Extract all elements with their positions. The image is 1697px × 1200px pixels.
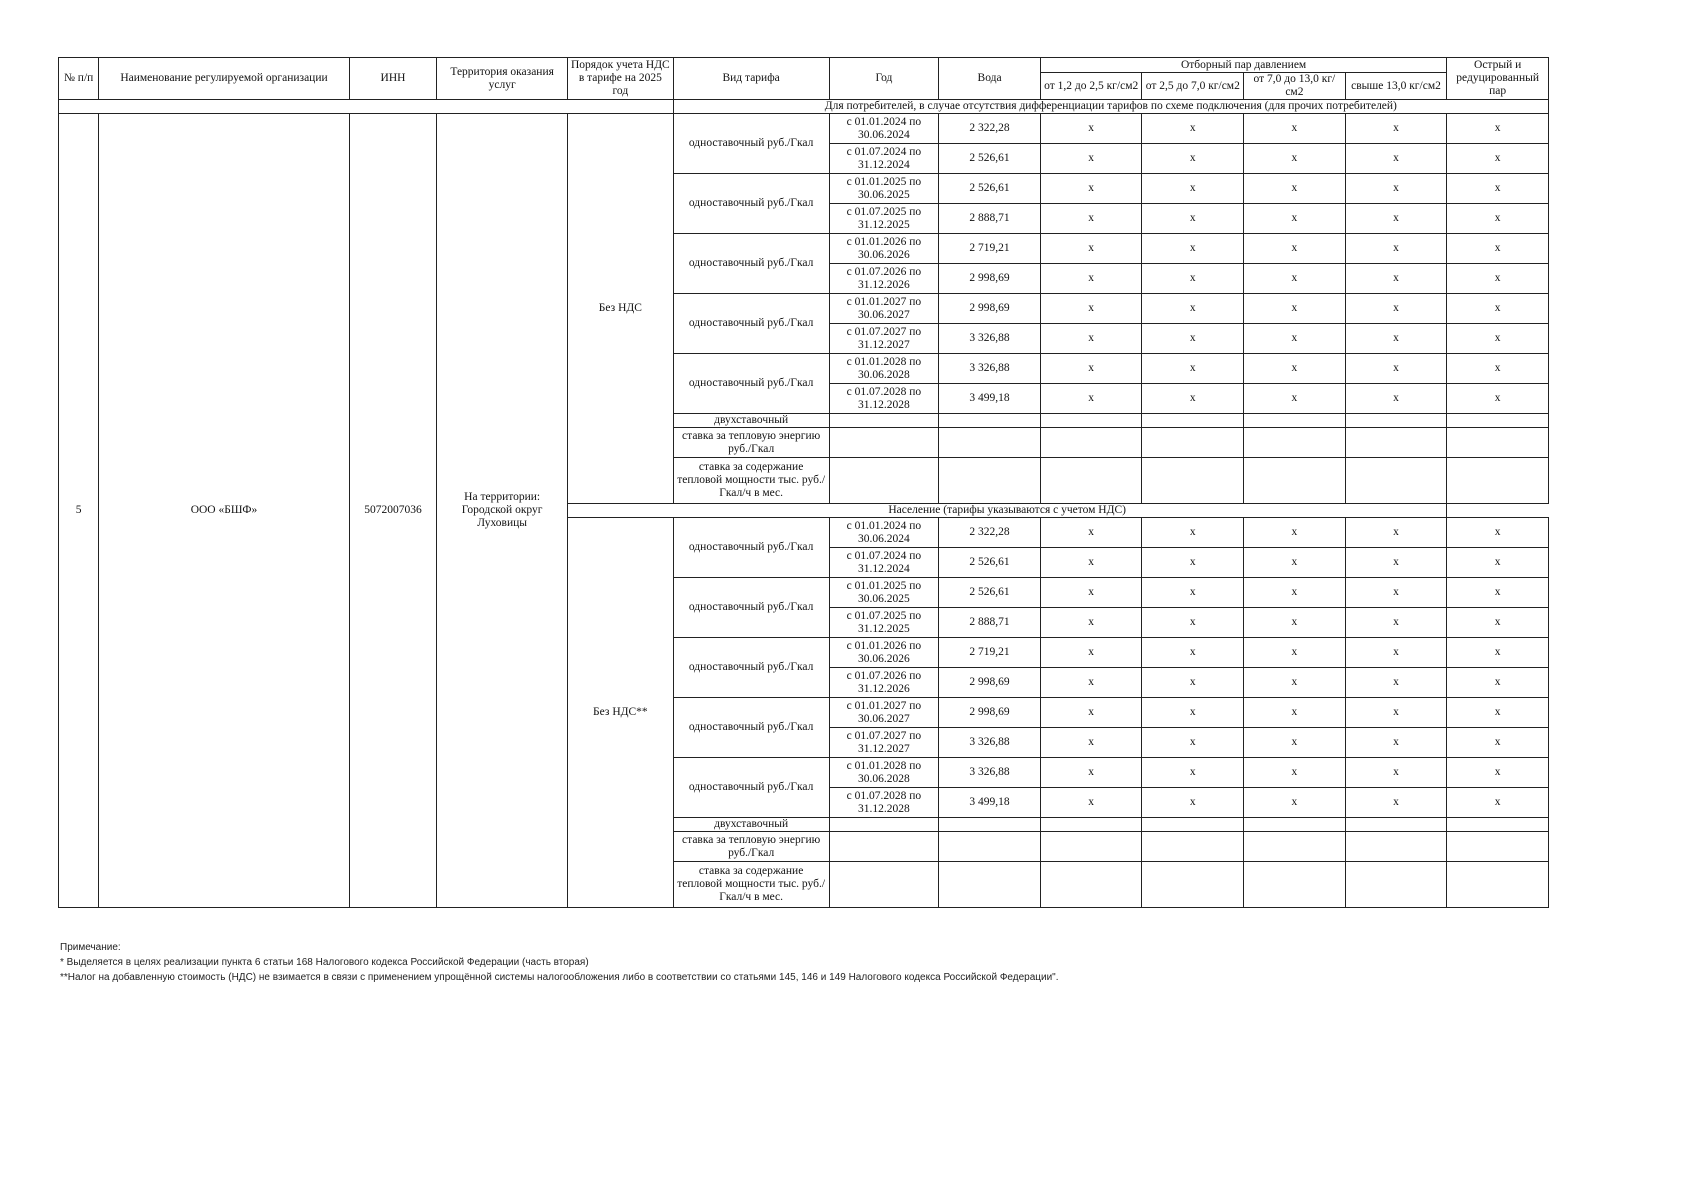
not-applicable-mark: х xyxy=(1244,608,1346,638)
header-year: Год xyxy=(829,58,939,100)
header-vat-order: Порядок учета НДС в тарифе на 2025 год xyxy=(568,58,674,100)
not-applicable-mark: х xyxy=(1447,578,1549,608)
header-num: № п/п xyxy=(59,58,99,100)
empty-cell xyxy=(1447,458,1549,504)
not-applicable-mark: х xyxy=(1040,234,1142,264)
not-applicable-mark: х xyxy=(1142,354,1244,384)
period: с 01.01.2026 по 30.06.2026 xyxy=(829,638,939,668)
period: с 01.01.2028 по 30.06.2028 xyxy=(829,354,939,384)
not-applicable-mark: х xyxy=(1142,144,1244,174)
water-value: 2 322,28 xyxy=(939,114,1041,144)
not-applicable-mark: х xyxy=(1040,758,1142,788)
heat-rate-label: ставка за тепловую энергию руб./Гкал xyxy=(673,428,829,458)
water-value: 2 888,71 xyxy=(939,608,1041,638)
water-value: 2 526,61 xyxy=(939,578,1041,608)
not-applicable-mark: х xyxy=(1244,174,1346,204)
period: с 01.07.2024 по 31.12.2024 xyxy=(829,548,939,578)
water-value: 2 526,61 xyxy=(939,548,1041,578)
empty-cell xyxy=(1142,414,1244,428)
header-steam-2: от 2,5 до 7,0 кг/см2 xyxy=(1142,73,1244,100)
not-applicable-mark: х xyxy=(1345,204,1447,234)
not-applicable-mark: х xyxy=(1345,384,1447,414)
not-applicable-mark: х xyxy=(1244,234,1346,264)
empty-cell xyxy=(1040,862,1142,908)
vat-order: Без НДС xyxy=(568,114,674,504)
not-applicable-mark: х xyxy=(1244,728,1346,758)
not-applicable-mark: х xyxy=(1447,698,1549,728)
notes-title: Примечание: xyxy=(60,942,121,953)
not-applicable-mark: х xyxy=(1447,668,1549,698)
period: с 01.07.2025 по 31.12.2025 xyxy=(829,608,939,638)
not-applicable-mark: х xyxy=(1244,114,1346,144)
not-applicable-mark: х xyxy=(1345,518,1447,548)
not-applicable-mark: х xyxy=(1345,324,1447,354)
tariff-kind: одноставочный руб./Гкал xyxy=(673,758,829,818)
water-value: 2 998,69 xyxy=(939,668,1041,698)
water-value: 2 322,28 xyxy=(939,518,1041,548)
not-applicable-mark: х xyxy=(1345,608,1447,638)
not-applicable-mark: х xyxy=(1142,548,1244,578)
not-applicable-mark: х xyxy=(1447,114,1549,144)
empty-cell xyxy=(1244,818,1346,832)
vat-order: Без НДС** xyxy=(568,518,674,908)
not-applicable-mark: х xyxy=(1244,354,1346,384)
not-applicable-mark: х xyxy=(1345,144,1447,174)
not-applicable-mark: х xyxy=(1345,728,1447,758)
not-applicable-mark: х xyxy=(1345,788,1447,818)
period: с 01.01.2025 по 30.06.2025 xyxy=(829,578,939,608)
not-applicable-mark: х xyxy=(1244,324,1346,354)
not-applicable-mark: х xyxy=(1345,234,1447,264)
header-org-name: Наименование регулируемой организации xyxy=(99,58,350,100)
not-applicable-mark: х xyxy=(1040,698,1142,728)
not-applicable-mark: х xyxy=(1447,384,1549,414)
not-applicable-mark: х xyxy=(1040,638,1142,668)
not-applicable-mark: х xyxy=(1447,758,1549,788)
header-sharp-steam: Острый и редуцированный пар xyxy=(1447,58,1549,100)
org-name: ООО «БШФ» xyxy=(99,114,350,908)
heat-rate-label: ставка за тепловую энергию руб./Гкал xyxy=(673,832,829,862)
not-applicable-mark: х xyxy=(1142,788,1244,818)
not-applicable-mark: х xyxy=(1040,608,1142,638)
empty-cell xyxy=(939,862,1041,908)
header-tariff-kind: Вид тарифа xyxy=(673,58,829,100)
not-applicable-mark: х xyxy=(1244,518,1346,548)
header-steam-4: свыше 13,0 кг/см2 xyxy=(1345,73,1447,100)
water-value: 3 499,18 xyxy=(939,788,1041,818)
period: с 01.01.2025 по 30.06.2025 xyxy=(829,174,939,204)
empty-cell xyxy=(1447,414,1549,428)
not-applicable-mark: х xyxy=(1040,324,1142,354)
period: с 01.01.2027 по 30.06.2027 xyxy=(829,698,939,728)
not-applicable-mark: х xyxy=(1447,548,1549,578)
not-applicable-mark: х xyxy=(1040,174,1142,204)
section-title-row xyxy=(59,100,1549,114)
note-1: * Выделяется в целях реализации пункта 6 статьи 168 Налогового кодекса Российской Федерации (часть вторая) xyxy=(60,957,589,968)
not-applicable-mark: х xyxy=(1345,578,1447,608)
empty-cell xyxy=(1142,428,1244,458)
not-applicable-mark: х xyxy=(1244,698,1346,728)
not-applicable-mark: х xyxy=(1142,518,1244,548)
empty-cell xyxy=(1040,428,1142,458)
not-applicable-mark: х xyxy=(1447,518,1549,548)
tariff-kind: одноставочный руб./Гкал xyxy=(673,638,829,698)
not-applicable-mark: х xyxy=(1040,264,1142,294)
not-applicable-mark: х xyxy=(1142,204,1244,234)
two-rate-label: двухставочный xyxy=(673,818,829,832)
not-applicable-mark: х xyxy=(1040,294,1142,324)
notes-block xyxy=(60,940,1059,985)
period: с 01.01.2026 по 30.06.2026 xyxy=(829,234,939,264)
water-value: 3 326,88 xyxy=(939,324,1041,354)
water-value: 3 326,88 xyxy=(939,728,1041,758)
capacity-rate-label: ставка за содержание тепловой мощности тыс. руб./Гкал/ч в мес. xyxy=(673,458,829,504)
not-applicable-mark: х xyxy=(1447,204,1549,234)
tariff-kind: одноставочный руб./Гкал xyxy=(673,174,829,234)
empty-cell xyxy=(1345,862,1447,908)
period: с 01.07.2025 по 31.12.2025 xyxy=(829,204,939,234)
not-applicable-mark: х xyxy=(1142,174,1244,204)
water-value: 2 998,69 xyxy=(939,698,1041,728)
water-value: 2 719,21 xyxy=(939,638,1041,668)
not-applicable-mark: х xyxy=(1345,758,1447,788)
period: с 01.07.2024 по 31.12.2024 xyxy=(829,144,939,174)
header-row xyxy=(59,58,1549,73)
not-applicable-mark: х xyxy=(1345,174,1447,204)
not-applicable-mark: х xyxy=(1244,264,1346,294)
not-applicable-mark: х xyxy=(1040,728,1142,758)
header-steam-group: Отборный пар давлением xyxy=(1040,58,1446,73)
empty-cell xyxy=(829,414,939,428)
empty-cell xyxy=(829,458,939,504)
empty-cell xyxy=(829,428,939,458)
capacity-rate-label: ставка за содержание тепловой мощности тыс. руб./Гкал/ч в мес. xyxy=(673,862,829,908)
not-applicable-mark: х xyxy=(1345,698,1447,728)
not-applicable-mark: х xyxy=(1040,518,1142,548)
empty-cell xyxy=(1447,832,1549,862)
header-territory: Территория оказания услуг xyxy=(437,58,568,100)
org-num: 5 xyxy=(59,114,99,908)
not-applicable-mark: х xyxy=(1040,788,1142,818)
not-applicable-mark: х xyxy=(1040,578,1142,608)
not-applicable-mark: х xyxy=(1040,144,1142,174)
header-inn: ИНН xyxy=(349,58,437,100)
not-applicable-mark: х xyxy=(1447,234,1549,264)
not-applicable-mark: х xyxy=(1040,354,1142,384)
not-applicable-mark: х xyxy=(1244,638,1346,668)
not-applicable-mark: х xyxy=(1345,114,1447,144)
period: с 01.01.2028 по 30.06.2028 xyxy=(829,758,939,788)
empty-cell xyxy=(1447,818,1549,832)
empty-cell xyxy=(1345,818,1447,832)
empty-cell xyxy=(939,428,1041,458)
not-applicable-mark: х xyxy=(1040,114,1142,144)
empty-cell xyxy=(1345,414,1447,428)
period: с 01.01.2024 по 30.06.2024 xyxy=(829,114,939,144)
not-applicable-mark: х xyxy=(1447,264,1549,294)
not-applicable-mark: х xyxy=(1142,608,1244,638)
empty-cell xyxy=(939,414,1041,428)
table-row xyxy=(59,114,1549,144)
two-rate-label: двухставочный xyxy=(673,414,829,428)
empty-cell xyxy=(1142,832,1244,862)
not-applicable-mark: х xyxy=(1244,758,1346,788)
empty-cell xyxy=(939,458,1041,504)
empty-cell xyxy=(939,818,1041,832)
not-applicable-mark: х xyxy=(1345,294,1447,324)
tariff-kind: одноставочный руб./Гкал xyxy=(673,518,829,578)
header-steam-3: от 7,0 до 13,0 кг/см2 xyxy=(1244,73,1346,100)
water-value: 2 526,61 xyxy=(939,174,1041,204)
empty-cell xyxy=(1040,818,1142,832)
not-applicable-mark: х xyxy=(1244,204,1346,234)
not-applicable-mark: х xyxy=(1142,324,1244,354)
not-applicable-mark: х xyxy=(1345,638,1447,668)
tariff-kind: одноставочный руб./Гкал xyxy=(673,234,829,294)
water-value: 2 719,21 xyxy=(939,234,1041,264)
not-applicable-mark: х xyxy=(1345,264,1447,294)
not-applicable-mark: х xyxy=(1142,234,1244,264)
tariff-table xyxy=(58,57,1549,908)
tariff-kind: одноставочный руб./Гкал xyxy=(673,114,829,174)
empty-cell xyxy=(1244,428,1346,458)
not-applicable-mark: х xyxy=(1040,384,1142,414)
header-steam-1: от 1,2 до 2,5 кг/см2 xyxy=(1040,73,1142,100)
period: с 01.07.2028 по 31.12.2028 xyxy=(829,384,939,414)
not-applicable-mark: х xyxy=(1142,114,1244,144)
not-applicable-mark: х xyxy=(1345,354,1447,384)
empty-cell xyxy=(1447,428,1549,458)
empty-cell xyxy=(1345,832,1447,862)
not-applicable-mark: х xyxy=(1142,668,1244,698)
note-2: **Налог на добавленную стоимость (НДС) не взимается в связи с применением упрощённой системы налогообложения либо в соответствии со статьями 145, 146 и 149 Налогового кодекса Российской Федерации". xyxy=(60,972,1059,983)
empty-cell xyxy=(1244,832,1346,862)
not-applicable-mark: х xyxy=(1142,264,1244,294)
not-applicable-mark: х xyxy=(1345,548,1447,578)
empty-cell xyxy=(1142,862,1244,908)
empty-cell xyxy=(1040,414,1142,428)
not-applicable-mark: х xyxy=(1244,294,1346,324)
period: с 01.01.2027 по 30.06.2027 xyxy=(829,294,939,324)
empty-cell xyxy=(1142,818,1244,832)
not-applicable-mark: х xyxy=(1244,788,1346,818)
empty-cell xyxy=(1142,458,1244,504)
period: с 01.07.2027 по 31.12.2027 xyxy=(829,728,939,758)
not-applicable-mark: х xyxy=(1142,698,1244,728)
empty-cell xyxy=(1040,832,1142,862)
not-applicable-mark: х xyxy=(1447,324,1549,354)
not-applicable-mark: х xyxy=(1142,294,1244,324)
tariff-kind: одноставочный руб./Гкал xyxy=(673,578,829,638)
empty-cell xyxy=(1447,862,1549,908)
not-applicable-mark: х xyxy=(1345,668,1447,698)
empty-cell xyxy=(829,832,939,862)
not-applicable-mark: х xyxy=(1447,788,1549,818)
not-applicable-mark: х xyxy=(1040,668,1142,698)
period: с 01.07.2026 по 31.12.2026 xyxy=(829,668,939,698)
not-applicable-mark: х xyxy=(1142,384,1244,414)
tariff-kind: одноставочный руб./Гкал xyxy=(673,354,829,414)
water-value: 3 326,88 xyxy=(939,758,1041,788)
period: с 01.07.2028 по 31.12.2028 xyxy=(829,788,939,818)
water-value: 3 499,18 xyxy=(939,384,1041,414)
section-title: Для потребителей, в случае отсутствия дифференциации тарифов по схеме подключения (для прочих потребителей) xyxy=(673,100,1548,114)
not-applicable-mark: х xyxy=(1447,294,1549,324)
not-applicable-mark: х xyxy=(1244,548,1346,578)
not-applicable-mark: х xyxy=(1447,728,1549,758)
not-applicable-mark: х xyxy=(1142,758,1244,788)
section-title: Население (тарифы указываются с учетом НДС) xyxy=(568,504,1447,518)
section-spacer xyxy=(59,100,674,114)
empty-cell xyxy=(1244,414,1346,428)
tariff-kind: одноставочный руб./Гкал xyxy=(673,294,829,354)
empty-cell xyxy=(1244,862,1346,908)
org-inn: 5072007036 xyxy=(349,114,437,908)
not-applicable-mark: х xyxy=(1447,638,1549,668)
not-applicable-mark: х xyxy=(1447,608,1549,638)
empty-cell xyxy=(939,832,1041,862)
period: с 01.01.2024 по 30.06.2024 xyxy=(829,518,939,548)
water-value: 2 998,69 xyxy=(939,294,1041,324)
tariff-document xyxy=(58,57,1549,908)
not-applicable-mark: х xyxy=(1244,668,1346,698)
water-value: 2 526,61 xyxy=(939,144,1041,174)
not-applicable-mark: х xyxy=(1244,578,1346,608)
not-applicable-mark: х xyxy=(1142,728,1244,758)
empty-cell xyxy=(1345,428,1447,458)
not-applicable-mark: х xyxy=(1447,174,1549,204)
not-applicable-mark: х xyxy=(1142,578,1244,608)
period: с 01.07.2027 по 31.12.2027 xyxy=(829,324,939,354)
empty-cell xyxy=(829,862,939,908)
not-applicable-mark: х xyxy=(1040,548,1142,578)
empty-cell xyxy=(1040,458,1142,504)
not-applicable-mark: х xyxy=(1447,144,1549,174)
not-applicable-mark: х xyxy=(1142,638,1244,668)
empty-cell xyxy=(1345,458,1447,504)
water-value: 2 998,69 xyxy=(939,264,1041,294)
org-territory: На территории: Городской округ Луховицы xyxy=(437,114,568,908)
period: с 01.07.2026 по 31.12.2026 xyxy=(829,264,939,294)
not-applicable-mark: х xyxy=(1040,204,1142,234)
not-applicable-mark: х xyxy=(1244,144,1346,174)
tariff-kind: одноставочный руб./Гкал xyxy=(673,698,829,758)
water-value: 3 326,88 xyxy=(939,354,1041,384)
water-value: 2 888,71 xyxy=(939,204,1041,234)
header-water: Вода xyxy=(939,58,1041,100)
empty-cell xyxy=(1244,458,1346,504)
not-applicable-mark: х xyxy=(1447,354,1549,384)
not-applicable-mark: х xyxy=(1244,384,1346,414)
empty-cell xyxy=(829,818,939,832)
